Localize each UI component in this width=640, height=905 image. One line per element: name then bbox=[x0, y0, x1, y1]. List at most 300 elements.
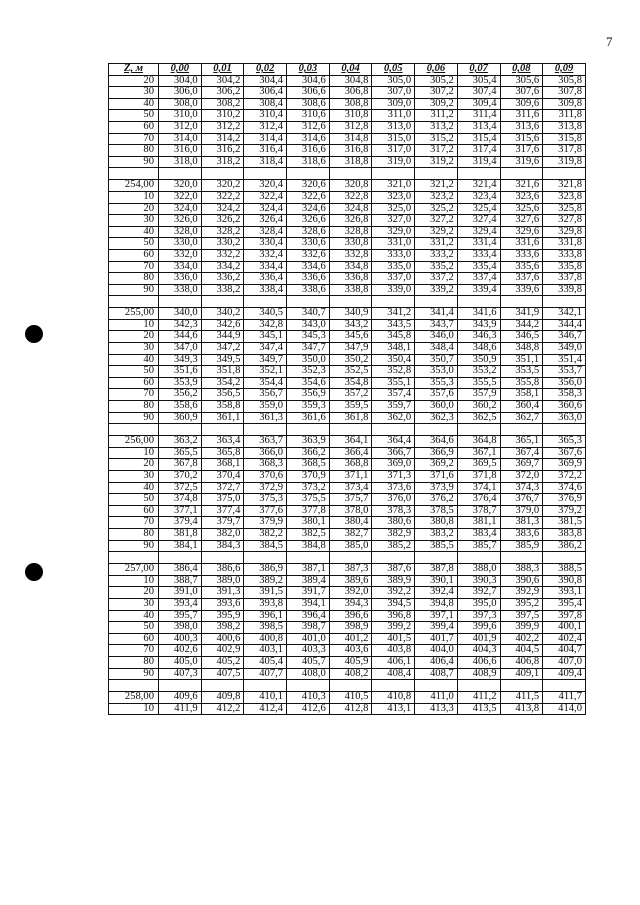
value-cell: 354,2 bbox=[201, 377, 244, 389]
value-cell: 392,0 bbox=[329, 587, 372, 599]
value-cell: 405,0 bbox=[159, 656, 202, 668]
value-cell: 351,8 bbox=[201, 366, 244, 378]
spacer-row bbox=[109, 168, 586, 180]
table-row bbox=[109, 598, 586, 610]
value-cell: 398,0 bbox=[159, 622, 202, 634]
table-row bbox=[109, 249, 586, 261]
table-row bbox=[109, 471, 586, 483]
value-cell: 323,8 bbox=[543, 191, 586, 203]
value-cell: 337,8 bbox=[543, 273, 586, 285]
value-cell: 372,0 bbox=[500, 471, 543, 483]
table-row bbox=[109, 377, 586, 389]
value-cell: 391,3 bbox=[201, 587, 244, 599]
value-cell: 340,9 bbox=[329, 308, 372, 320]
value-cell: 311,2 bbox=[415, 110, 458, 122]
value-cell: 312,2 bbox=[201, 121, 244, 133]
value-cell: 319,6 bbox=[500, 156, 543, 168]
value-cell: 376,2 bbox=[415, 494, 458, 506]
value-cell: 327,2 bbox=[415, 215, 458, 227]
value-cell: 412,6 bbox=[287, 703, 330, 715]
spacer-cell bbox=[287, 680, 330, 692]
value-cell: 307,6 bbox=[500, 87, 543, 99]
value-cell: 365,3 bbox=[543, 436, 586, 448]
value-cell: 382,2 bbox=[244, 528, 287, 540]
value-cell: 331,6 bbox=[500, 238, 543, 250]
value-cell: 341,2 bbox=[372, 308, 415, 320]
spacer-cell bbox=[109, 680, 159, 692]
value-cell: 411,2 bbox=[457, 692, 500, 704]
value-cell: 388,0 bbox=[457, 564, 500, 576]
value-cell: 363,4 bbox=[201, 436, 244, 448]
value-cell: 341,9 bbox=[500, 308, 543, 320]
value-cell: 379,9 bbox=[244, 517, 287, 529]
value-cell: 372,5 bbox=[159, 482, 202, 494]
spacer-cell bbox=[244, 680, 287, 692]
value-cell: 399,4 bbox=[415, 622, 458, 634]
value-cell: 364,1 bbox=[329, 436, 372, 448]
z-cell: 30 bbox=[109, 343, 159, 355]
value-cell: 338,6 bbox=[287, 284, 330, 296]
column-header: 0,07 bbox=[457, 64, 500, 76]
value-cell: 406,4 bbox=[415, 656, 458, 668]
value-cell: 352,5 bbox=[329, 366, 372, 378]
value-cell: 342,6 bbox=[201, 319, 244, 331]
value-cell: 353,7 bbox=[543, 366, 586, 378]
table-row bbox=[109, 156, 586, 168]
spacer-cell bbox=[415, 680, 458, 692]
value-cell: 384,3 bbox=[201, 540, 244, 552]
value-cell: 394,1 bbox=[287, 598, 330, 610]
table-body bbox=[109, 75, 586, 715]
value-cell: 306,6 bbox=[287, 87, 330, 99]
value-cell: 347,4 bbox=[244, 343, 287, 355]
value-cell: 324,0 bbox=[159, 203, 202, 215]
z-cell: 40 bbox=[109, 354, 159, 366]
value-cell: 355,3 bbox=[415, 377, 458, 389]
value-cell: 347,9 bbox=[329, 343, 372, 355]
value-cell: 369,9 bbox=[543, 459, 586, 471]
z-cell: 258,00 bbox=[109, 692, 159, 704]
value-cell: 368,5 bbox=[287, 459, 330, 471]
value-cell: 328,2 bbox=[201, 226, 244, 238]
table-row bbox=[109, 633, 586, 645]
value-cell: 328,8 bbox=[329, 226, 372, 238]
value-cell: 336,6 bbox=[287, 273, 330, 285]
z-cell: 80 bbox=[109, 273, 159, 285]
value-cell: 305,4 bbox=[457, 75, 500, 87]
value-cell: 388,7 bbox=[159, 575, 202, 587]
value-cell: 349,0 bbox=[543, 343, 586, 355]
value-cell: 381,5 bbox=[543, 517, 586, 529]
value-cell: 334,0 bbox=[159, 261, 202, 273]
spacer-cell bbox=[329, 296, 372, 308]
value-cell: 395,7 bbox=[159, 610, 202, 622]
value-cell: 414,0 bbox=[543, 703, 586, 715]
value-cell: 304,8 bbox=[329, 75, 372, 87]
value-cell: 311,8 bbox=[543, 110, 586, 122]
value-cell: 305,6 bbox=[500, 75, 543, 87]
value-cell: 329,8 bbox=[543, 226, 586, 238]
value-cell: 336,8 bbox=[329, 273, 372, 285]
value-cell: 339,6 bbox=[500, 284, 543, 296]
z-cell: 90 bbox=[109, 668, 159, 680]
spacer-cell bbox=[329, 168, 372, 180]
value-cell: 307,8 bbox=[543, 87, 586, 99]
value-cell: 386,4 bbox=[159, 564, 202, 576]
value-cell: 332,0 bbox=[159, 249, 202, 261]
value-cell: 369,7 bbox=[500, 459, 543, 471]
value-cell: 318,8 bbox=[329, 156, 372, 168]
z-cell: 60 bbox=[109, 249, 159, 261]
value-cell: 392,4 bbox=[415, 587, 458, 599]
value-cell: 356,2 bbox=[159, 389, 202, 401]
value-cell: 402,9 bbox=[201, 645, 244, 657]
value-cell: 356,0 bbox=[543, 377, 586, 389]
value-cell: 367,4 bbox=[500, 447, 543, 459]
value-cell: 326,2 bbox=[201, 215, 244, 227]
value-cell: 352,1 bbox=[244, 366, 287, 378]
value-cell: 352,8 bbox=[372, 366, 415, 378]
spacer-cell bbox=[500, 296, 543, 308]
value-cell: 366,0 bbox=[244, 447, 287, 459]
value-cell: 408,7 bbox=[415, 668, 458, 680]
z-cell: 90 bbox=[109, 540, 159, 552]
value-cell: 311,0 bbox=[372, 110, 415, 122]
value-cell: 372,2 bbox=[543, 471, 586, 483]
value-cell: 342,8 bbox=[244, 319, 287, 331]
table-row bbox=[109, 121, 586, 133]
value-cell: 404,0 bbox=[415, 645, 458, 657]
page-number: 7 bbox=[606, 34, 613, 49]
value-cell: 331,0 bbox=[372, 238, 415, 250]
value-cell: 357,4 bbox=[372, 389, 415, 401]
value-cell: 359,5 bbox=[329, 401, 372, 413]
spacer-cell bbox=[372, 680, 415, 692]
value-cell: 407,7 bbox=[244, 668, 287, 680]
value-cell: 405,9 bbox=[329, 656, 372, 668]
value-cell: 383,8 bbox=[543, 528, 586, 540]
spacer-cell bbox=[415, 168, 458, 180]
punch-hole bbox=[25, 563, 43, 581]
value-cell: 403,6 bbox=[329, 645, 372, 657]
value-cell: 305,0 bbox=[372, 75, 415, 87]
value-cell: 321,6 bbox=[500, 180, 543, 192]
value-cell: 306,2 bbox=[201, 87, 244, 99]
value-cell: 390,8 bbox=[543, 575, 586, 587]
value-cell: 402,2 bbox=[500, 633, 543, 645]
value-cell: 327,0 bbox=[372, 215, 415, 227]
value-cell: 400,6 bbox=[201, 633, 244, 645]
spacer-cell bbox=[287, 168, 330, 180]
value-cell: 397,8 bbox=[543, 610, 586, 622]
table-row bbox=[109, 366, 586, 378]
column-header: 0,09 bbox=[543, 64, 586, 76]
value-cell: 321,0 bbox=[372, 180, 415, 192]
table-row bbox=[109, 354, 586, 366]
value-cell: 331,4 bbox=[457, 238, 500, 250]
value-cell: 313,8 bbox=[543, 121, 586, 133]
table-row bbox=[109, 540, 586, 552]
value-cell: 369,5 bbox=[457, 459, 500, 471]
z-cell: 10 bbox=[109, 575, 159, 587]
column-header: 0,04 bbox=[329, 64, 372, 76]
value-cell: 395,9 bbox=[201, 610, 244, 622]
z-cell: 70 bbox=[109, 133, 159, 145]
value-cell: 392,2 bbox=[372, 587, 415, 599]
column-header: Z, м bbox=[109, 64, 159, 76]
value-cell: 361,1 bbox=[201, 412, 244, 424]
value-cell: 316,4 bbox=[244, 145, 287, 157]
value-cell: 307,2 bbox=[415, 87, 458, 99]
value-cell: 325,0 bbox=[372, 203, 415, 215]
value-cell: 347,0 bbox=[159, 343, 202, 355]
value-cell: 320,2 bbox=[201, 180, 244, 192]
value-cell: 344,6 bbox=[159, 331, 202, 343]
value-cell: 343,0 bbox=[287, 319, 330, 331]
value-cell: 397,5 bbox=[500, 610, 543, 622]
value-cell: 329,2 bbox=[415, 226, 458, 238]
value-cell: 393,4 bbox=[159, 598, 202, 610]
spacer-cell bbox=[543, 296, 586, 308]
value-cell: 334,2 bbox=[201, 261, 244, 273]
z-cell: 70 bbox=[109, 517, 159, 529]
value-cell: 389,4 bbox=[287, 575, 330, 587]
value-cell: 310,2 bbox=[201, 110, 244, 122]
value-cell: 374,8 bbox=[159, 494, 202, 506]
value-cell: 322,4 bbox=[244, 191, 287, 203]
value-cell: 345,6 bbox=[329, 331, 372, 343]
spacer-cell bbox=[109, 552, 159, 564]
value-cell: 333,6 bbox=[500, 249, 543, 261]
value-cell: 382,7 bbox=[329, 528, 372, 540]
value-cell: 358,8 bbox=[201, 401, 244, 413]
value-cell: 370,2 bbox=[159, 471, 202, 483]
spacer-cell bbox=[457, 552, 500, 564]
value-cell: 402,4 bbox=[543, 633, 586, 645]
table-row bbox=[109, 622, 586, 634]
value-cell: 330,8 bbox=[329, 238, 372, 250]
value-cell: 326,6 bbox=[287, 215, 330, 227]
value-cell: 344,2 bbox=[500, 319, 543, 331]
value-cell: 320,6 bbox=[287, 180, 330, 192]
values-table bbox=[108, 63, 586, 715]
value-cell: 355,5 bbox=[457, 377, 500, 389]
z-cell: 10 bbox=[109, 319, 159, 331]
spacer-cell bbox=[500, 168, 543, 180]
value-cell: 390,3 bbox=[457, 575, 500, 587]
value-cell: 385,9 bbox=[500, 540, 543, 552]
value-cell: 337,6 bbox=[500, 273, 543, 285]
value-cell: 370,9 bbox=[287, 471, 330, 483]
value-cell: 410,5 bbox=[329, 692, 372, 704]
table-row bbox=[109, 75, 586, 87]
value-cell: 406,8 bbox=[500, 656, 543, 668]
value-cell: 408,0 bbox=[287, 668, 330, 680]
value-cell: 349,7 bbox=[244, 354, 287, 366]
value-cell: 376,9 bbox=[543, 494, 586, 506]
spacer-cell bbox=[500, 680, 543, 692]
value-cell: 335,2 bbox=[415, 261, 458, 273]
value-cell: 341,6 bbox=[457, 308, 500, 320]
value-cell: 365,1 bbox=[500, 436, 543, 448]
value-cell: 326,8 bbox=[329, 215, 372, 227]
value-cell: 326,0 bbox=[159, 215, 202, 227]
value-cell: 394,8 bbox=[415, 598, 458, 610]
value-cell: 389,0 bbox=[201, 575, 244, 587]
value-cell: 384,1 bbox=[159, 540, 202, 552]
z-cell: 50 bbox=[109, 238, 159, 250]
value-cell: 369,2 bbox=[415, 459, 458, 471]
spacer-cell bbox=[372, 296, 415, 308]
table-row bbox=[109, 319, 586, 331]
table-row bbox=[109, 191, 586, 203]
z-cell: 30 bbox=[109, 598, 159, 610]
spacer-cell bbox=[329, 552, 372, 564]
value-cell: 409,1 bbox=[500, 668, 543, 680]
spacer-cell bbox=[244, 296, 287, 308]
z-cell: 254,00 bbox=[109, 180, 159, 192]
value-cell: 396,8 bbox=[372, 610, 415, 622]
value-cell: 335,4 bbox=[457, 261, 500, 273]
value-cell: 394,5 bbox=[372, 598, 415, 610]
value-cell: 387,8 bbox=[415, 564, 458, 576]
value-cell: 308,4 bbox=[244, 98, 287, 110]
value-cell: 338,0 bbox=[159, 284, 202, 296]
value-cell: 327,8 bbox=[543, 215, 586, 227]
value-cell: 376,7 bbox=[500, 494, 543, 506]
value-cell: 399,6 bbox=[457, 622, 500, 634]
value-cell: 412,8 bbox=[329, 703, 372, 715]
value-cell: 374,1 bbox=[457, 482, 500, 494]
table-row bbox=[109, 331, 586, 343]
value-cell: 331,8 bbox=[543, 238, 586, 250]
z-cell: 256,00 bbox=[109, 436, 159, 448]
value-cell: 312,4 bbox=[244, 121, 287, 133]
table-row bbox=[109, 505, 586, 517]
table-row bbox=[109, 273, 586, 285]
value-cell: 400,8 bbox=[244, 633, 287, 645]
value-cell: 324,8 bbox=[329, 203, 372, 215]
value-cell: 318,2 bbox=[201, 156, 244, 168]
spacer-cell bbox=[201, 680, 244, 692]
value-cell: 386,6 bbox=[201, 564, 244, 576]
value-cell: 315,2 bbox=[415, 133, 458, 145]
column-header: 0,03 bbox=[287, 64, 330, 76]
value-cell: 363,0 bbox=[543, 412, 586, 424]
value-cell: 339,8 bbox=[543, 284, 586, 296]
value-cell: 323,0 bbox=[372, 191, 415, 203]
value-cell: 363,2 bbox=[159, 436, 202, 448]
value-cell: 399,2 bbox=[372, 622, 415, 634]
value-cell: 336,0 bbox=[159, 273, 202, 285]
value-cell: 369,0 bbox=[372, 459, 415, 471]
value-cell: 332,2 bbox=[201, 249, 244, 261]
value-cell: 375,5 bbox=[287, 494, 330, 506]
value-cell: 381,8 bbox=[159, 528, 202, 540]
value-cell: 313,0 bbox=[372, 121, 415, 133]
z-cell: 257,00 bbox=[109, 564, 159, 576]
z-cell: 90 bbox=[109, 412, 159, 424]
value-cell: 376,0 bbox=[372, 494, 415, 506]
value-cell: 343,5 bbox=[372, 319, 415, 331]
value-cell: 339,0 bbox=[372, 284, 415, 296]
value-cell: 353,2 bbox=[457, 366, 500, 378]
table-row bbox=[109, 447, 586, 459]
value-cell: 376,4 bbox=[457, 494, 500, 506]
value-cell: 331,2 bbox=[415, 238, 458, 250]
value-cell: 357,6 bbox=[415, 389, 458, 401]
value-cell: 362,3 bbox=[415, 412, 458, 424]
value-cell: 373,6 bbox=[372, 482, 415, 494]
table-row bbox=[109, 343, 586, 355]
table-row bbox=[109, 494, 586, 506]
value-cell: 373,4 bbox=[329, 482, 372, 494]
value-cell: 406,6 bbox=[457, 656, 500, 668]
value-cell: 345,8 bbox=[372, 331, 415, 343]
spacer-cell bbox=[543, 168, 586, 180]
spacer-cell bbox=[287, 552, 330, 564]
value-cell: 330,2 bbox=[201, 238, 244, 250]
column-header: 0,02 bbox=[244, 64, 287, 76]
value-cell: 304,4 bbox=[244, 75, 287, 87]
table-row bbox=[109, 215, 586, 227]
value-cell: 344,9 bbox=[201, 331, 244, 343]
value-cell: 350,4 bbox=[372, 354, 415, 366]
value-cell: 323,6 bbox=[500, 191, 543, 203]
value-cell: 401,0 bbox=[287, 633, 330, 645]
value-cell: 321,4 bbox=[457, 180, 500, 192]
table-row bbox=[109, 528, 586, 540]
spacer-cell bbox=[543, 552, 586, 564]
value-cell: 378,7 bbox=[457, 505, 500, 517]
value-cell: 403,1 bbox=[244, 645, 287, 657]
value-cell: 366,2 bbox=[287, 447, 330, 459]
value-cell: 315,8 bbox=[543, 133, 586, 145]
value-cell: 306,0 bbox=[159, 87, 202, 99]
value-cell: 315,6 bbox=[500, 133, 543, 145]
value-cell: 411,5 bbox=[500, 692, 543, 704]
value-cell: 350,9 bbox=[457, 354, 500, 366]
z-cell: 10 bbox=[109, 703, 159, 715]
value-cell: 374,6 bbox=[543, 482, 586, 494]
spacer-cell bbox=[457, 424, 500, 436]
value-cell: 314,6 bbox=[287, 133, 330, 145]
value-cell: 413,3 bbox=[415, 703, 458, 715]
table-row bbox=[109, 412, 586, 424]
value-cell: 401,9 bbox=[457, 633, 500, 645]
table-row bbox=[109, 133, 586, 145]
value-cell: 319,4 bbox=[457, 156, 500, 168]
value-cell: 413,1 bbox=[372, 703, 415, 715]
value-cell: 330,0 bbox=[159, 238, 202, 250]
value-cell: 373,2 bbox=[287, 482, 330, 494]
value-cell: 380,6 bbox=[372, 517, 415, 529]
z-cell: 20 bbox=[109, 203, 159, 215]
value-cell: 405,4 bbox=[244, 656, 287, 668]
value-cell: 318,4 bbox=[244, 156, 287, 168]
value-cell: 314,2 bbox=[201, 133, 244, 145]
value-cell: 374,3 bbox=[500, 482, 543, 494]
value-cell: 310,8 bbox=[329, 110, 372, 122]
value-cell: 400,3 bbox=[159, 633, 202, 645]
value-cell: 330,4 bbox=[244, 238, 287, 250]
value-cell: 311,6 bbox=[500, 110, 543, 122]
value-cell: 338,4 bbox=[244, 284, 287, 296]
z-cell: 20 bbox=[109, 75, 159, 87]
value-cell: 384,5 bbox=[244, 540, 287, 552]
spacer-cell bbox=[201, 296, 244, 308]
value-cell: 343,9 bbox=[457, 319, 500, 331]
